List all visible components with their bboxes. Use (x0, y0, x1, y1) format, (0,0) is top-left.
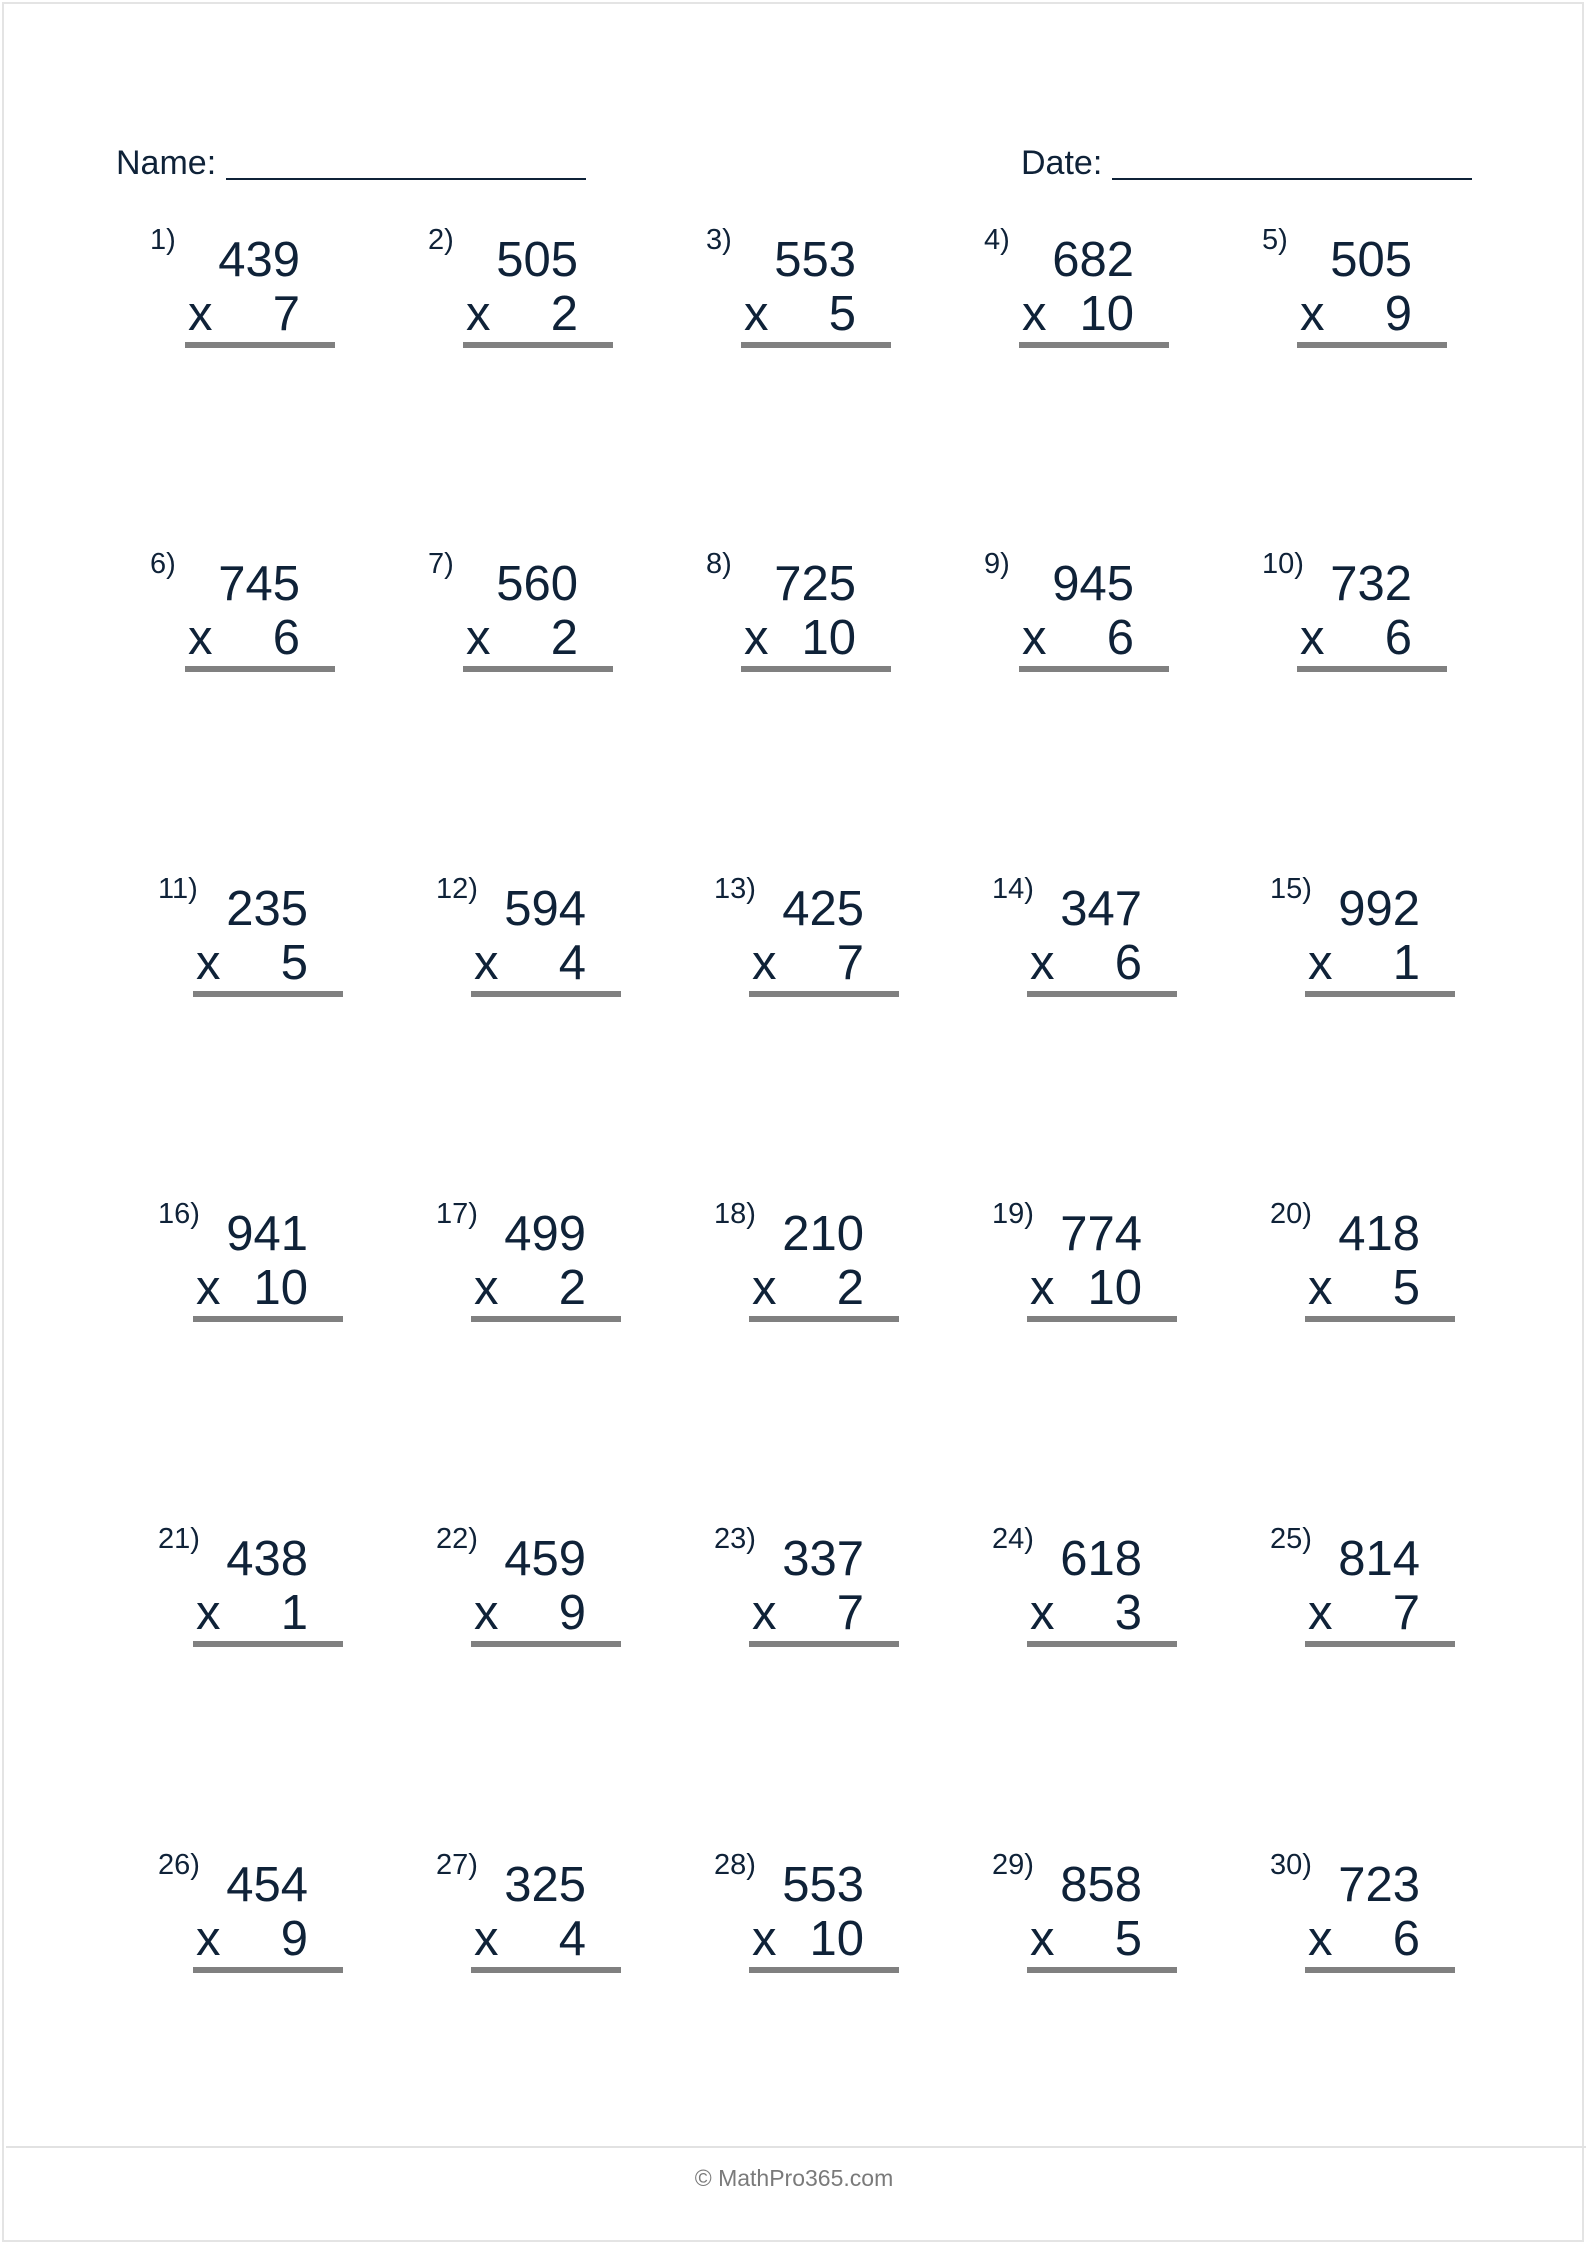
top-operand: 337 (782, 1532, 864, 1586)
problem-number: 22) (436, 1523, 478, 1555)
problem-6 (150, 546, 320, 666)
answer-rule (749, 1967, 899, 1973)
bottom-operand: 7 (836, 936, 864, 990)
answer-rule (1297, 666, 1447, 672)
answer-rule (1305, 1967, 1455, 1973)
top-operand: 439 (218, 233, 300, 287)
problem-26 (158, 1847, 328, 1967)
answer-rule (193, 1316, 343, 1322)
top-operand: 505 (496, 233, 578, 287)
top-operand: 745 (218, 557, 300, 611)
multiply-sign: x (196, 1912, 221, 1966)
bottom-operand: 10 (253, 1261, 308, 1315)
answer-rule (193, 1967, 343, 1973)
problem-number: 8) (706, 548, 732, 580)
problem-number: 6) (150, 548, 176, 580)
multiply-sign: x (188, 611, 213, 665)
problem-29 (992, 1847, 1162, 1967)
multiply-sign: x (474, 1912, 499, 1966)
bottom-operand: 6 (272, 611, 300, 665)
bottom-operand: 5 (828, 287, 856, 341)
answer-rule (1027, 1967, 1177, 1973)
top-operand: 560 (496, 557, 578, 611)
bottom-operand: 6 (1114, 936, 1142, 990)
problem-number: 2) (428, 224, 454, 256)
top-operand: 553 (782, 1858, 864, 1912)
bottom-operand: 6 (1384, 611, 1412, 665)
answer-rule (193, 1641, 343, 1647)
problem-23 (714, 1521, 884, 1641)
problem-number: 1) (150, 224, 176, 256)
answer-rule (471, 991, 621, 997)
bottom-operand: 2 (550, 611, 578, 665)
problem-4 (984, 222, 1154, 342)
top-operand: 553 (774, 233, 856, 287)
problem-30 (1270, 1847, 1440, 1967)
problem-number: 17) (436, 1198, 478, 1230)
bottom-operand: 2 (836, 1261, 864, 1315)
bottom-operand: 10 (1087, 1261, 1142, 1315)
top-operand: 459 (504, 1532, 586, 1586)
bottom-operand: 9 (280, 1912, 308, 1966)
problem-17 (436, 1196, 606, 1316)
worksheet-page (2, 2, 1584, 2242)
top-operand: 814 (1338, 1532, 1420, 1586)
top-operand: 858 (1060, 1858, 1142, 1912)
answer-rule (1297, 342, 1447, 348)
top-operand: 941 (226, 1207, 308, 1261)
multiply-sign: x (474, 1586, 499, 1640)
answer-rule (1027, 1641, 1177, 1647)
problem-1 (150, 222, 320, 342)
multiply-sign: x (1308, 936, 1333, 990)
problem-5 (1262, 222, 1432, 342)
bottom-operand: 2 (550, 287, 578, 341)
multiply-sign: x (752, 936, 777, 990)
problem-12 (436, 871, 606, 991)
problem-3 (706, 222, 876, 342)
top-operand: 347 (1060, 882, 1142, 936)
top-operand: 725 (774, 557, 856, 611)
problem-number: 3) (706, 224, 732, 256)
multiply-sign: x (1022, 287, 1047, 341)
name-field (116, 144, 586, 183)
multiply-sign: x (474, 1261, 499, 1315)
top-operand: 618 (1060, 1532, 1142, 1586)
problem-number: 26) (158, 1849, 200, 1881)
bottom-operand: 6 (1106, 611, 1134, 665)
problem-25 (1270, 1521, 1440, 1641)
problem-number: 20) (1270, 1198, 1312, 1230)
multiply-sign: x (188, 287, 213, 341)
top-operand: 945 (1052, 557, 1134, 611)
problem-2 (428, 222, 598, 342)
bottom-operand: 5 (1114, 1912, 1142, 1966)
top-operand: 723 (1338, 1858, 1420, 1912)
date-label: Date: (1021, 144, 1103, 182)
top-operand: 992 (1338, 882, 1420, 936)
problem-number: 9) (984, 548, 1010, 580)
bottom-operand: 1 (280, 1586, 308, 1640)
answer-rule (471, 1316, 621, 1322)
bottom-operand: 7 (836, 1586, 864, 1640)
problem-20 (1270, 1196, 1440, 1316)
answer-rule (741, 342, 891, 348)
bottom-operand: 3 (1114, 1586, 1142, 1640)
problem-number: 30) (1270, 1849, 1312, 1881)
problem-27 (436, 1847, 606, 1967)
problem-number: 29) (992, 1849, 1034, 1881)
problem-22 (436, 1521, 606, 1641)
answer-rule (185, 342, 335, 348)
multiply-sign: x (196, 1261, 221, 1315)
problem-number: 12) (436, 873, 478, 905)
problem-28 (714, 1847, 884, 1967)
answer-rule (1019, 342, 1169, 348)
bottom-operand: 6 (1392, 1912, 1420, 1966)
problem-8 (706, 546, 876, 666)
problem-number: 4) (984, 224, 1010, 256)
multiply-sign: x (1030, 1261, 1055, 1315)
answer-rule (1027, 991, 1177, 997)
problem-number: 23) (714, 1523, 756, 1555)
answer-rule (749, 1316, 899, 1322)
multiply-sign: x (1030, 936, 1055, 990)
multiply-sign: x (1308, 1586, 1333, 1640)
problem-number: 21) (158, 1523, 200, 1555)
top-operand: 438 (226, 1532, 308, 1586)
answer-rule (1305, 1641, 1455, 1647)
problem-number: 14) (992, 873, 1034, 905)
problem-19 (992, 1196, 1162, 1316)
problem-7 (428, 546, 598, 666)
problem-number: 18) (714, 1198, 756, 1230)
bottom-operand: 5 (280, 936, 308, 990)
multiply-sign: x (1022, 611, 1047, 665)
top-operand: 505 (1330, 233, 1412, 287)
answer-rule (741, 666, 891, 672)
problem-number: 11) (158, 873, 198, 905)
problem-18 (714, 1196, 884, 1316)
top-operand: 499 (504, 1207, 586, 1261)
problem-24 (992, 1521, 1162, 1641)
multiply-sign: x (744, 611, 769, 665)
top-operand: 732 (1330, 557, 1412, 611)
top-operand: 682 (1052, 233, 1134, 287)
multiply-sign: x (1030, 1586, 1055, 1640)
top-operand: 774 (1060, 1207, 1142, 1261)
top-operand: 425 (782, 882, 864, 936)
problem-14 (992, 871, 1162, 991)
problem-number: 13) (714, 873, 756, 905)
bottom-operand: 4 (558, 936, 586, 990)
top-operand: 454 (226, 1858, 308, 1912)
multiply-sign: x (1308, 1912, 1333, 1966)
multiply-sign: x (1300, 611, 1325, 665)
top-operand: 418 (1338, 1207, 1420, 1261)
bottom-operand: 1 (1392, 936, 1420, 990)
multiply-sign: x (752, 1586, 777, 1640)
problem-number: 28) (714, 1849, 756, 1881)
problem-21 (158, 1521, 328, 1641)
answer-rule (471, 1967, 621, 1973)
problem-number: 25) (1270, 1523, 1312, 1555)
multiply-sign: x (196, 936, 221, 990)
problem-number: 19) (992, 1198, 1034, 1230)
bottom-operand: 9 (1384, 287, 1412, 341)
bottom-operand: 5 (1392, 1261, 1420, 1315)
bottom-operand: 10 (809, 1912, 864, 1966)
multiply-sign: x (474, 936, 499, 990)
problem-11 (158, 871, 328, 991)
multiply-sign: x (1308, 1261, 1333, 1315)
problem-number: 27) (436, 1849, 478, 1881)
problem-number: 16) (158, 1198, 200, 1230)
answer-rule (185, 666, 335, 672)
problem-13 (714, 871, 884, 991)
date-blank-line[interactable] (1112, 178, 1472, 180)
multiply-sign: x (466, 611, 491, 665)
name-label: Name: (116, 144, 217, 182)
bottom-operand: 7 (272, 287, 300, 341)
problem-9 (984, 546, 1154, 666)
multiply-sign: x (1300, 287, 1325, 341)
top-operand: 235 (226, 882, 308, 936)
bottom-operand: 2 (558, 1261, 586, 1315)
problem-16 (158, 1196, 328, 1316)
multiply-sign: x (1030, 1912, 1055, 1966)
footer-divider (6, 2146, 1586, 2148)
bottom-operand: 7 (1392, 1586, 1420, 1640)
bottom-operand: 4 (558, 1912, 586, 1966)
bottom-operand: 10 (1079, 287, 1134, 341)
name-blank-line[interactable] (226, 178, 586, 180)
problem-number: 24) (992, 1523, 1034, 1555)
bottom-operand: 10 (801, 611, 856, 665)
top-operand: 325 (504, 1858, 586, 1912)
problem-number: 7) (428, 548, 454, 580)
answer-rule (463, 666, 613, 672)
answer-rule (749, 1641, 899, 1647)
top-operand: 594 (504, 882, 586, 936)
multiply-sign: x (466, 287, 491, 341)
answer-rule (1019, 666, 1169, 672)
multiply-sign: x (752, 1261, 777, 1315)
answer-rule (749, 991, 899, 997)
problem-number: 15) (1270, 873, 1312, 905)
answer-rule (193, 991, 343, 997)
bottom-operand: 9 (558, 1586, 586, 1640)
answer-rule (1027, 1316, 1177, 1322)
problem-number: 10) (1262, 548, 1304, 580)
multiply-sign: x (196, 1586, 221, 1640)
footer-copyright: © MathPro365.com (694, 2165, 894, 2191)
problem-10 (1262, 546, 1432, 666)
answer-rule (463, 342, 613, 348)
top-operand: 210 (782, 1207, 864, 1261)
date-field (1021, 144, 1472, 183)
multiply-sign: x (752, 1912, 777, 1966)
answer-rule (471, 1641, 621, 1647)
problem-number: 5) (1262, 224, 1288, 256)
answer-rule (1305, 991, 1455, 997)
answer-rule (1305, 1316, 1455, 1322)
multiply-sign: x (744, 287, 769, 341)
problem-15 (1270, 871, 1440, 991)
